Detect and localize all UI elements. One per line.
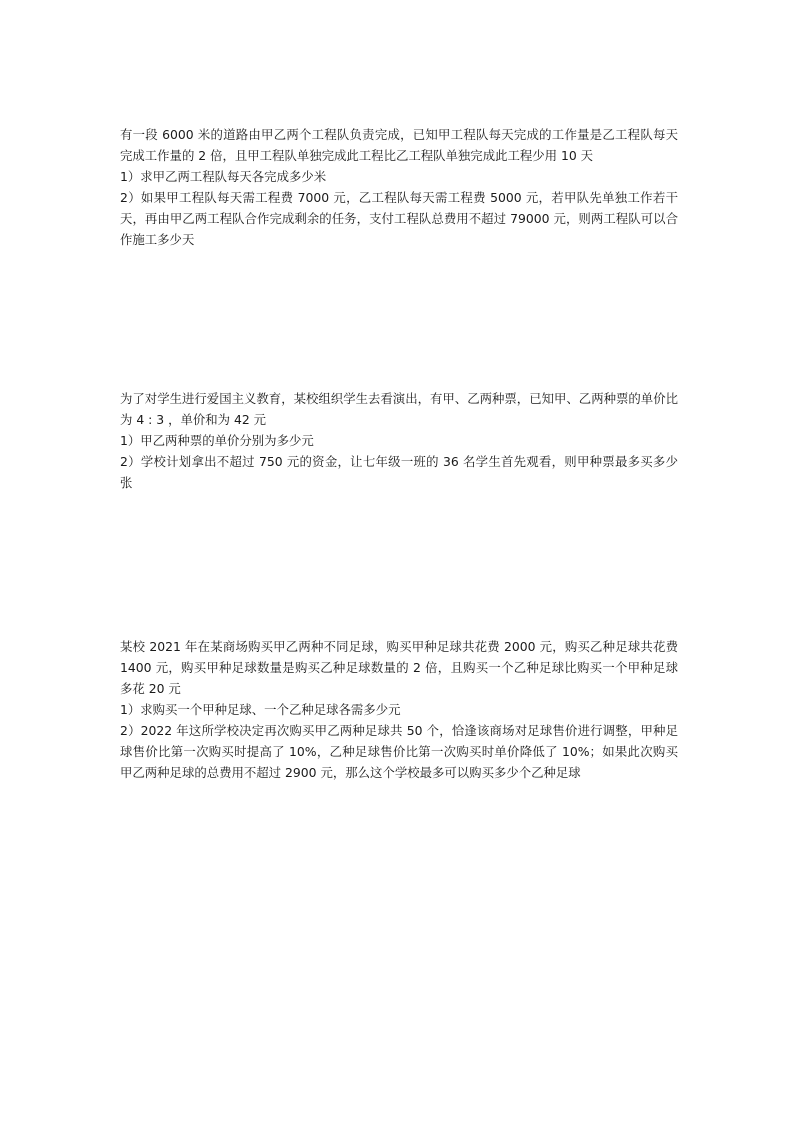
problem-1 bbox=[120, 124, 678, 250]
problem-2 bbox=[120, 388, 678, 493]
problem-3-question-2: 2）2022 年这所学校决定再次购买甲乙两种足球共 50 个，恰逢该商场对足球售价进行调整，甲种足球售价比第一次购买时提高了 10%，乙种足球售价比第一次购买时单价降低了 10%；如果此次购买甲乙两种足球的总费用不超过 2900 元，那么这个学校最多可以购买多少个乙种足球 bbox=[120, 723, 678, 780]
problem-1-stem: 有一段 6000 米的道路由甲乙两个工程队负责完成，已知甲工程队每天完成的工作量是乙工程队每天完成工作量的 2 倍，且甲工程队单独完成此工程比乙工程队单独完成此工程少用 10 天 bbox=[120, 127, 678, 163]
problem-3-stem: 某校 2021 年在某商场购买甲乙两种不同足球，购买甲种足球共花费 2000 元，购买乙种足球共花费 1400 元，购买甲种足球数量是购买乙种足球数量的 2 倍，且购买一个乙种足球比购买一个甲种足球多花 20 元 bbox=[120, 639, 678, 696]
problem-3-question-1: 1）求购买一个甲种足球、一个乙种足球各需多少元 bbox=[120, 702, 401, 717]
problem-2-question-1: 1）甲乙两种票的单价分别为多少元 bbox=[120, 433, 314, 448]
problem-2-question-2: 2）学校计划拿出不超过 750 元的资金，让七年级一班的 36 名学生首先观看，则甲种票最多买多少张 bbox=[120, 454, 678, 490]
problem-2-stem: 为了对学生进行爱国主义教育，某校组织学生去看演出，有甲、乙两种票，已知甲、乙两种票的单价比为 4 : 3 ，单价和为 42 元 bbox=[120, 391, 678, 427]
problem-1-question-2: 2）如果甲工程队每天需工程费 7000 元，乙工程队每天需工程费 5000 元，若甲队先单独工作若干天，再由甲乙两工程队合作完成剩余的任务，支付工程队总费用不超过 79000 元，则两工程队可以合作施工多少天 bbox=[120, 190, 678, 247]
problem-3 bbox=[120, 636, 678, 783]
problem-1-question-1: 1）求甲乙两工程队每天各完成多少米 bbox=[120, 169, 327, 184]
